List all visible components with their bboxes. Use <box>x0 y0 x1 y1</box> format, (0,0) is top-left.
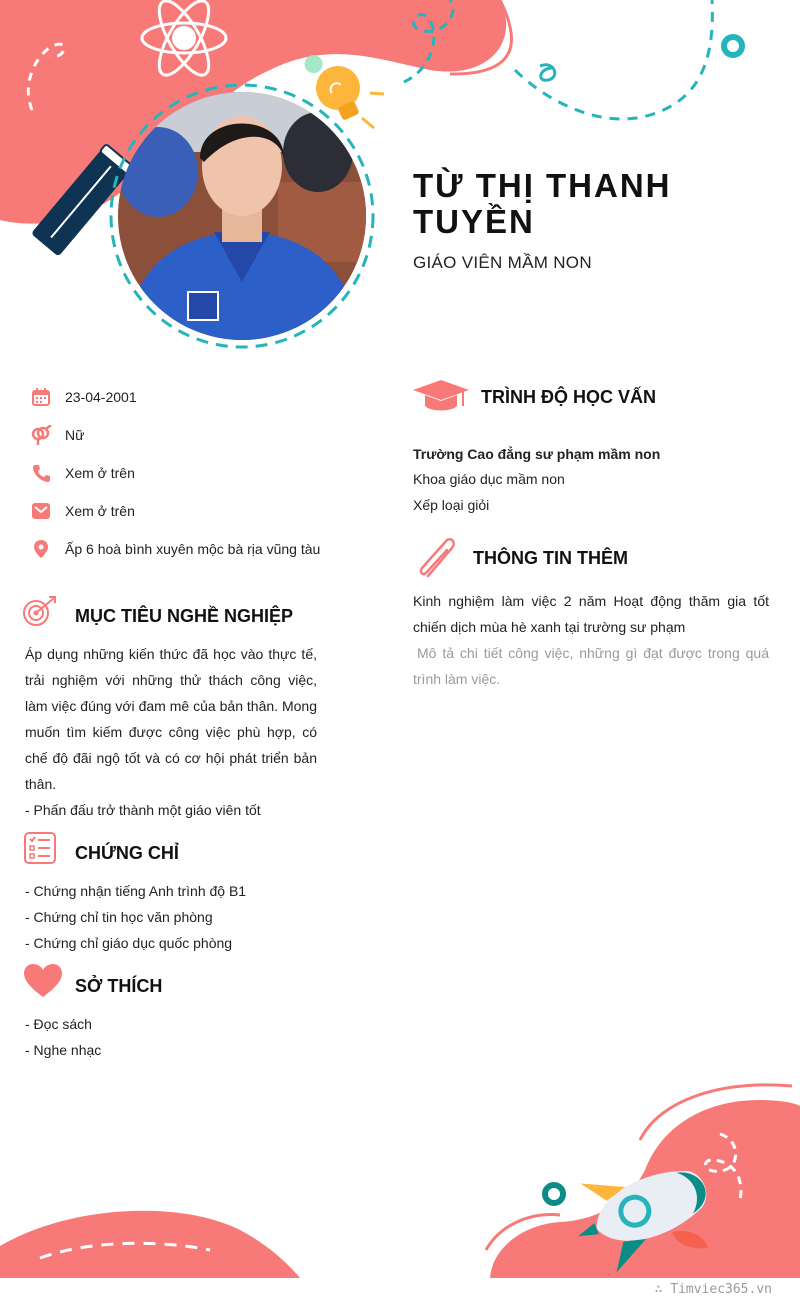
email-value: Xem ở trên <box>65 503 135 519</box>
objective-body: Áp dụng những kiến thức đã học vào thực tế, trải nghiệm với những thử thách công việc, làm việc đúng với đam mê của bản thân. Mong muốn tìm kiếm được công việc phù hợp, có chế độ đãi ngộ tốt và có cơ hội phát triển bản thân. <box>25 646 317 792</box>
phone-icon <box>30 462 52 484</box>
certificate-item: - Chứng nhận tiếng Anh trình độ B1 <box>25 883 247 899</box>
education-school: Trường Cao đẳng sư phạm mầm non <box>413 446 661 462</box>
additional-placeholder: Mô tả chi tiết công việc, những gì đạt được trong quá trình làm việc. <box>413 645 769 687</box>
hobbies-title: SỞ THÍCH <box>75 976 163 996</box>
education-title: TRÌNH ĐỘ HỌC VẤN <box>481 387 656 407</box>
avatar-photo <box>118 92 366 340</box>
education-grade: Xếp loại giỏi <box>413 497 490 513</box>
avatar <box>118 92 366 340</box>
additional-title: THÔNG TIN THÊM <box>473 548 628 568</box>
checklist-icon <box>24 832 56 864</box>
brand-watermark: ∴ Timviec365.vn <box>654 1282 772 1297</box>
phone-value: Xem ở trên <box>65 465 135 481</box>
certificate-item: - Chứng chỉ giáo dục quốc phòng <box>25 935 233 951</box>
graduation-cap-icon <box>413 380 469 414</box>
additional-body: Kinh nghiệm làm việc 2 năm Hoạt động thăm gia tốt chiến dịch mùa hè xanh tại trường sư phạm <box>413 593 769 635</box>
job-title: GIÁO VIÊN MẦM NON <box>413 253 592 272</box>
phone-row <box>30 461 135 485</box>
certificates-title: CHỨNG CHỈ <box>75 843 179 863</box>
hobby-item: - Đọc sách <box>25 1016 92 1032</box>
gender-icon <box>30 424 52 446</box>
paperclip-icon <box>414 536 460 580</box>
address-value: Ấp 6 hoà bình xuyên mộc bà rịa vũng tàu <box>65 541 321 557</box>
candidate-name: TỪ THỊ THANH TUYỀN <box>413 167 672 240</box>
education-faculty: Khoa giáo dục mầm non <box>413 471 565 487</box>
objective-extra: - Phấn đấu trở thành một giáo viên tốt <box>25 802 261 818</box>
email-row <box>30 499 135 523</box>
mail-icon <box>30 500 52 522</box>
heart-icon <box>24 964 62 998</box>
address-row <box>30 537 320 561</box>
target-icon <box>22 596 58 628</box>
location-icon <box>30 538 52 560</box>
certificate-item: - Chứng chỉ tin học văn phòng <box>25 909 213 925</box>
birthday-value: 23-04-2001 <box>65 389 137 405</box>
gender-row <box>30 423 84 447</box>
birthday-row <box>30 385 137 409</box>
calendar-icon <box>30 386 52 408</box>
gender-value: Nữ <box>65 427 85 443</box>
hobby-item: - Nghe nhạc <box>25 1042 102 1058</box>
objective-title: MỤC TIÊU NGHỀ NGHIỆP <box>75 606 294 626</box>
